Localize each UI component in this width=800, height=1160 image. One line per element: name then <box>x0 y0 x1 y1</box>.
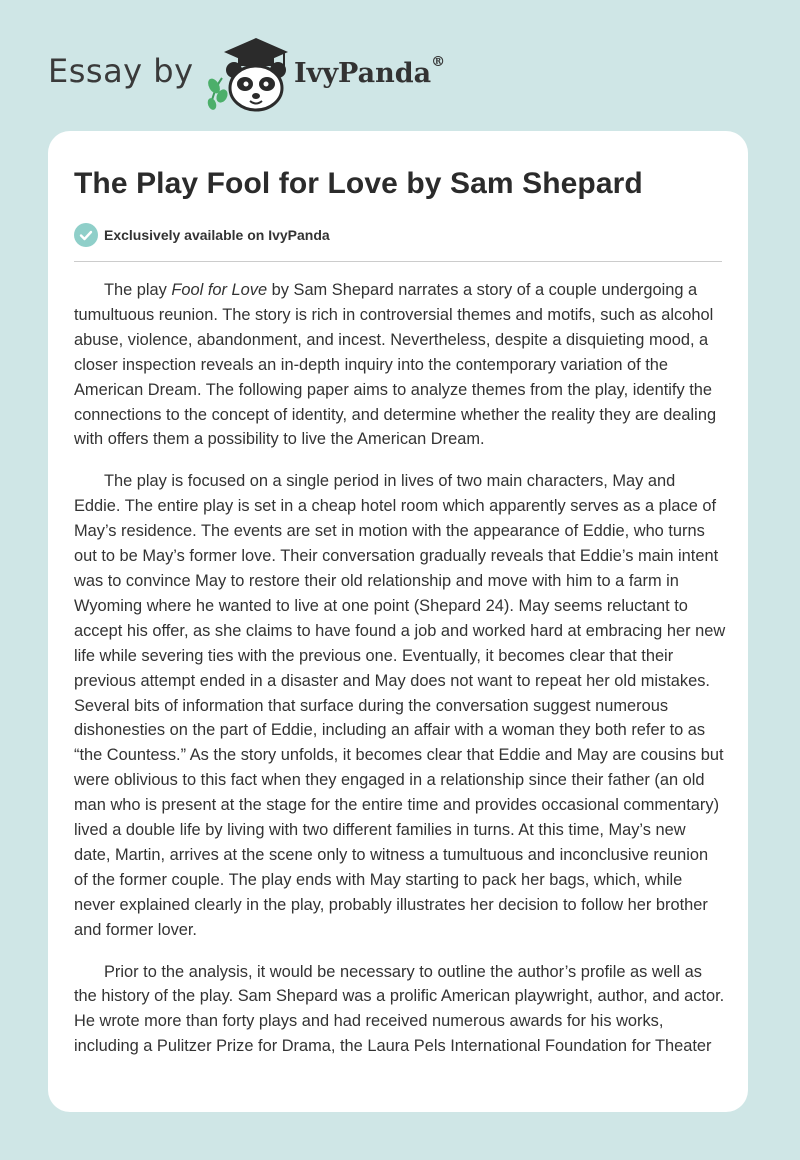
paragraph-3: Prior to the analysis, it would be necessary to outline the author’s profile as well as the history of the play. Sam Shepard was a prolific American playwright, author, and actor. He wrote more than forty plays and had received numerous awards for his works, including a Pulitzer Prize for Drama, the Laura Pels International Foundation for Theater <box>74 962 725 1056</box>
badge-label: Exclusively available on IvyPanda <box>104 227 330 243</box>
play-title-italic: Fool for Love <box>171 281 268 299</box>
registered-mark: ® <box>431 54 446 70</box>
check-circle-icon <box>74 223 98 247</box>
exclusive-badge <box>74 223 330 247</box>
essay-title: The Play Fool for Love by Sam Shepard <box>74 167 643 200</box>
panda-logo-icon <box>204 34 294 114</box>
site-header <box>48 30 568 110</box>
paragraph-2: The play is focused on a single period in lives of two main characters, May and Eddie. The entire play is set in a cheap hotel room which apparently serves as a place of May’s residence. The events are set in motion with the appearance of Eddie, who turns out to be May’s former love. Their conversation gradually reveals that Eddie’s main intent was to convince May to restore their old relationship and move with him to a farm in Wyoming where he wanted to live at one point (Shepard 24). May seems reluctant to accept his offer, as she claims to have found a job and worked hard at embracing her new life while severing ties with the previous one. Eventually, it becomes clear that their previous attempt ended in a disaster and May does not want to repeat her old mistakes. Several bits of information that surface during the conversation suggest numerous dishonesties on the part of Eddie, including an affair with a woman they both refer to as “the Countess.” As the story unfolds, it becomes clear that Eddie and May are cousins but were oblivious to this fact when they engaged in a relationship since their father (an old man who is present at the stage for the entire time and provides occasional commentary) lived a double life by living with two different families in turns. At this time, May’s new date, Martin, arrives at the scene only to witness a tumultuous and inconclusive reunion of the former couple. The play ends with May starting to pack her bags, which, while never explained clearly in the play, probably illustrates her decision to follow her brother and former lover. <box>74 472 726 939</box>
essay-card <box>48 131 748 1112</box>
brand-name: IvyPanda® <box>294 54 446 89</box>
essay-by-label: Essay by <box>48 52 194 90</box>
paragraph-1: The play Fool for Love by Sam Shepard narrates a story of a couple undergoing a tumultuous reunion. The story is rich in controversial themes and motifs, such as alcohol abuse, violence, abandonment, and incest. Nevertheless, despite a disquieting mood, a closer inspection reveals an in-depth inquiry into the contemporary variation of the American Dream. The following paper aims to analyze themes from the play, identify the connections to the concept of identity, and determine whether the reality they are dealing with offers them a possibility to live the American Dream. <box>74 281 717 449</box>
essay-body <box>74 278 726 1076</box>
title-divider <box>74 261 722 262</box>
